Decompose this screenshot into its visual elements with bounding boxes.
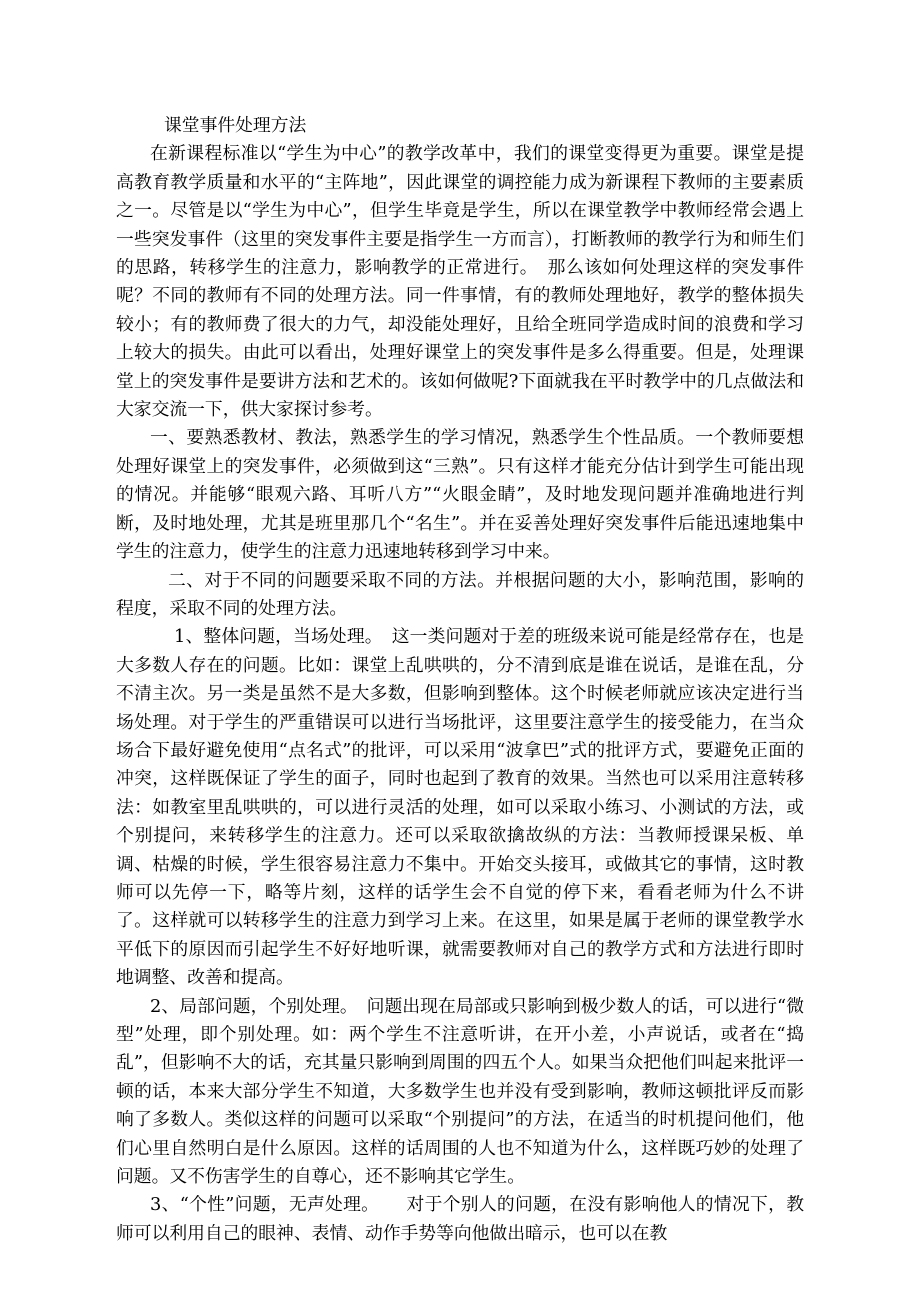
- document-title: 课堂事件处理方法: [164, 115, 307, 136]
- paragraph-intro: 在新课程标准以“学生为中心”的教学改革中，我们的课堂变得更为重要。课堂是提高教育教学质量和水平的“主阵地”，因此课堂的调控能力成为新课程下教师的主要素质之一。尽管是以“学生为中心”，但学生毕竟是学生，所以在课堂教学中教师经常会遇上一些突发事件（这里的突发事件主要是指学生一方而言），打断教师的教学行为和师生们的思路，转移学生的注意力，影响教学的正常进行。 那么该如何处理这样的突发事件呢？不同的教师有不同的处理方法。同一件事情，有的教师处理地好，教学的整体损失较小；有的教师费了很大的力气，却没能处理好，且给全班同学造成时间的浪费和学习上较大的损失。由此可以看出，处理好课堂上的突发事件是多么得重要。但是，处理课堂上的突发事件是要讲方法和艺术的。该如何做呢?下面就我在平时教学中的几点做法和大家交流一下，供大家探讨参考。: [116, 143, 804, 421]
- document-page: [116, 112, 804, 1248]
- paragraph-section-two: 二、对于不同的问题要采取不同的方法。并根据问题的大小，影响范围，影响的程度，采取不同的处理方法。: [116, 569, 804, 619]
- paragraph-item-two: 2、局部问题，个别处理。 问题出现在局部或只影响到极少数人的话，可以进行“微型”处理，即个别处理。如：两个学生不注意听讲，在开小差，小声说话，或者在“捣乱”，但影响不大的话，充其量只影响到周围的四五个人。如果当众把他们叫起来批评一顿的话，本来大部分学生不知道，大多数学生也并没有受到影响，教师这顿批评反而影响了多数人。类似这样的问题可以采取“个别提问”的方法，在适当的时机提问他们，他们心里自然明白是什么原因。这样的话周围的人也不知道为什么，这样既巧妙的处理了问题。又不伤害学生的自尊心，还不影响其它学生。: [116, 995, 804, 1188]
- paragraph-item-three: 3、“个性”问题，无声处理。 对于个别人的问题，在没有影响他人的情况下，教师可以利用自己的眼神、表情、动作手势等向他做出暗示，也可以在教: [116, 1194, 804, 1244]
- paragraph-item-one: 1、整体问题，当场处理。 这一类问题对于差的班级来说可能是经常存在，也是大多数人存在的问题。比如：课堂上乱哄哄的，分不清到底是谁在说话，是谁在乱，分不清主次。另一类是虽然不是大多数，但影响到整体。这个时候老师就应该决定进行当场处理。对于学生的严重错误可以进行当场批评，这里要注意学生的接受能力，在当众场合下最好避免使用“点名式”的批评，可以采用“波拿巴”式的批评方式，要避免正面的冲突，这样既保证了学生的面子，同时也起到了教育的效果。当然也可以采用注意转移法：如教室里乱哄哄的，可以进行灵活的处理，如可以采取小练习、小测试的方法，或个别提问，来转移学生的注意力。还可以采取欲擒故纵的方法：当教师授课呆板、单调、枯燥的时候，学生很容易注意力不集中。开始交头接耳，或做其它的事情，这时教师可以先停一下，略等片刻，这样的话学生会不自觉的停下来，看看老师为什么不讲了。这样就可以转移学生的注意力到学习上来。在这里，如果是属于老师的课堂教学水平低下的原因而引起学生不好好地听课，就需要教师对自己的教学方式和方法进行即时地调整、改善和提高。: [116, 626, 804, 989]
- paragraph-section-one: 一、要熟悉教材、教法，熟悉学生的学习情况，熟悉学生个性品质。一个教师要想处理好课堂上的突发事件，必须做到这“三熟”。只有这样才能充分估计到学生可能出现的情况。并能够“眼观六路、耳听八方”“火眼金睛”，及时地发现问题并准确地进行判断，及时地处理，尤其是班里那几个“名生”。并在妥善处理好突发事件后能迅速地集中学生的注意力，使学生的注意力迅速地转移到学习中来。: [116, 427, 804, 563]
